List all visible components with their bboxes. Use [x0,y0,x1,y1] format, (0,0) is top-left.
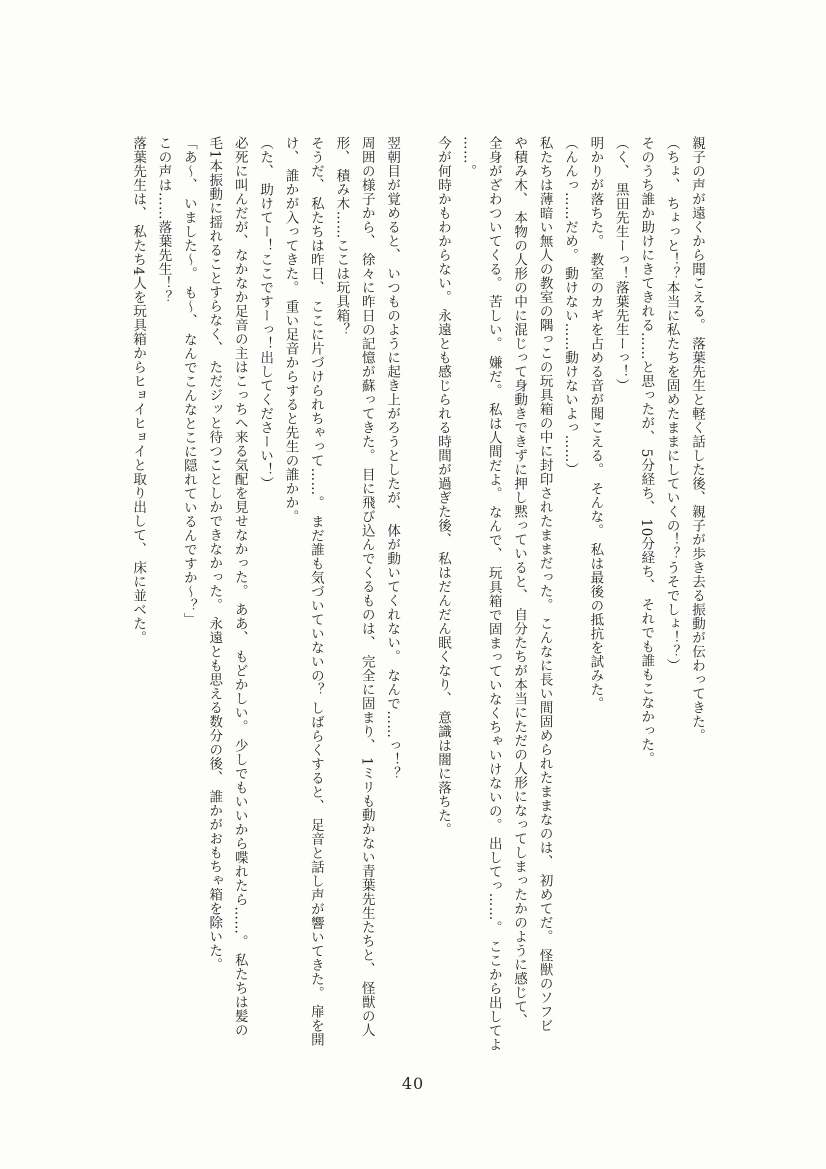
text-column: （く、 黒田先生ーっ！落葉先生ーっ！） [612,136,629,393]
text-column: 落葉先生は、 私たち4人を玩具箱からヒョイヒョイと取り出して、 床に並べた。 [130,136,147,645]
text-column: 私たちは薄暗い無人の教室の隅っこの玩具箱の中に封印されたままだった。 こんなに長い間固められたままなのは、 初めてだ。 怪獣のソフビ [536,136,553,1033]
text-column: や積み木、 本物の人形の中に混じって身動きできずに押し黙っていると、 自分たちが本当にただの人形になってしまったかのように感じて、 [511,136,528,1028]
text-column: ……。 [460,136,477,178]
text-column: 今が何時かもわからない。 永遠とも感じられる時間が過ぎた後、 私はだんだん眠くなり、 意識は闇に落ちた。 [434,136,451,837]
vertical-text-block [125,136,709,1052]
text-column: 全身がざわついてくる。 苦しい。 嫌だ。 私は人間だよ。 なんで、 玩具箱で固まっていなくちゃいけないの。 出してっ……。 ここから出してよ [485,136,502,1052]
text-column: この声は……落葉先生！？ [155,136,172,304]
text-column: け、 誰かが入ってきた。 重い足音からすると先生の誰かか。 [282,136,299,524]
text-column: 毛1本振動に揺れることすらなく、 ただジッと待つことしかできなかった。 永遠とも思える数分の後、 誰かがおもちゃ箱を除いた。 [206,136,223,972]
text-column: 「あ〜、 いました〜。 も〜、 なんでこんなとこに隠れているんですか〜？」 [180,136,197,627]
text-column: （た、 助けてー！ここですーっ！出してくださーい！） [257,136,274,491]
text-column: 周囲の様子から、 徐々に昨日の記憶が蘇ってきた。 目に飛び込んでくるものは、 完全に固まり、 1ミリも動かない青葉先生たちと、 怪獣の人 [358,136,375,1038]
text-column: そうだ、 私たちは昨日、 ここに片づけられちゃって……。 まだ誰も気づいていないの？ しばらくすると、 足音と話し声が響いてきた。 扉を開 [307,136,324,1047]
text-column: そのうち誰か助けにきてきれる……と思ったが、 5分経ち、 10分経ち、 それでも誰もこなかった。 [638,136,655,766]
text-column: 親子の声が遠くから聞こえる。 落葉先生と軽く話した後、親子が歩き去る振動が伝わってきた。 [689,136,705,743]
scene-break-column [404,136,429,1048]
text-column: 翌朝目が覚めると、 いつものように起き上がろうとしたが、 体が動いてくれない。 なんで……っ！？ [384,136,401,781]
page-number: 40 [401,1074,425,1093]
text-column: 明かりが落ちた。 教室のカギを占める音が聞こえる。 そんな。 私は最後の抵抗を試みた。 [587,136,604,711]
text-column: 形、 積み木……ここは玩具箱？ [333,136,350,337]
text-column: 必死に叫んだが、なかなか足音の主はこっちへ来る気配を見せなかった。 ああ、 もどかしい。 少しでもいいから喋れたら……。 私たちは髪の [231,136,248,1038]
text-column: （ちょ、 ちょっと！？本当に私たちを固めたままにしていくの！？うそでしょ！？） [663,136,680,673]
text-column: （んんっ……だめ。 動けない……動けないよっ……） [561,136,578,477]
